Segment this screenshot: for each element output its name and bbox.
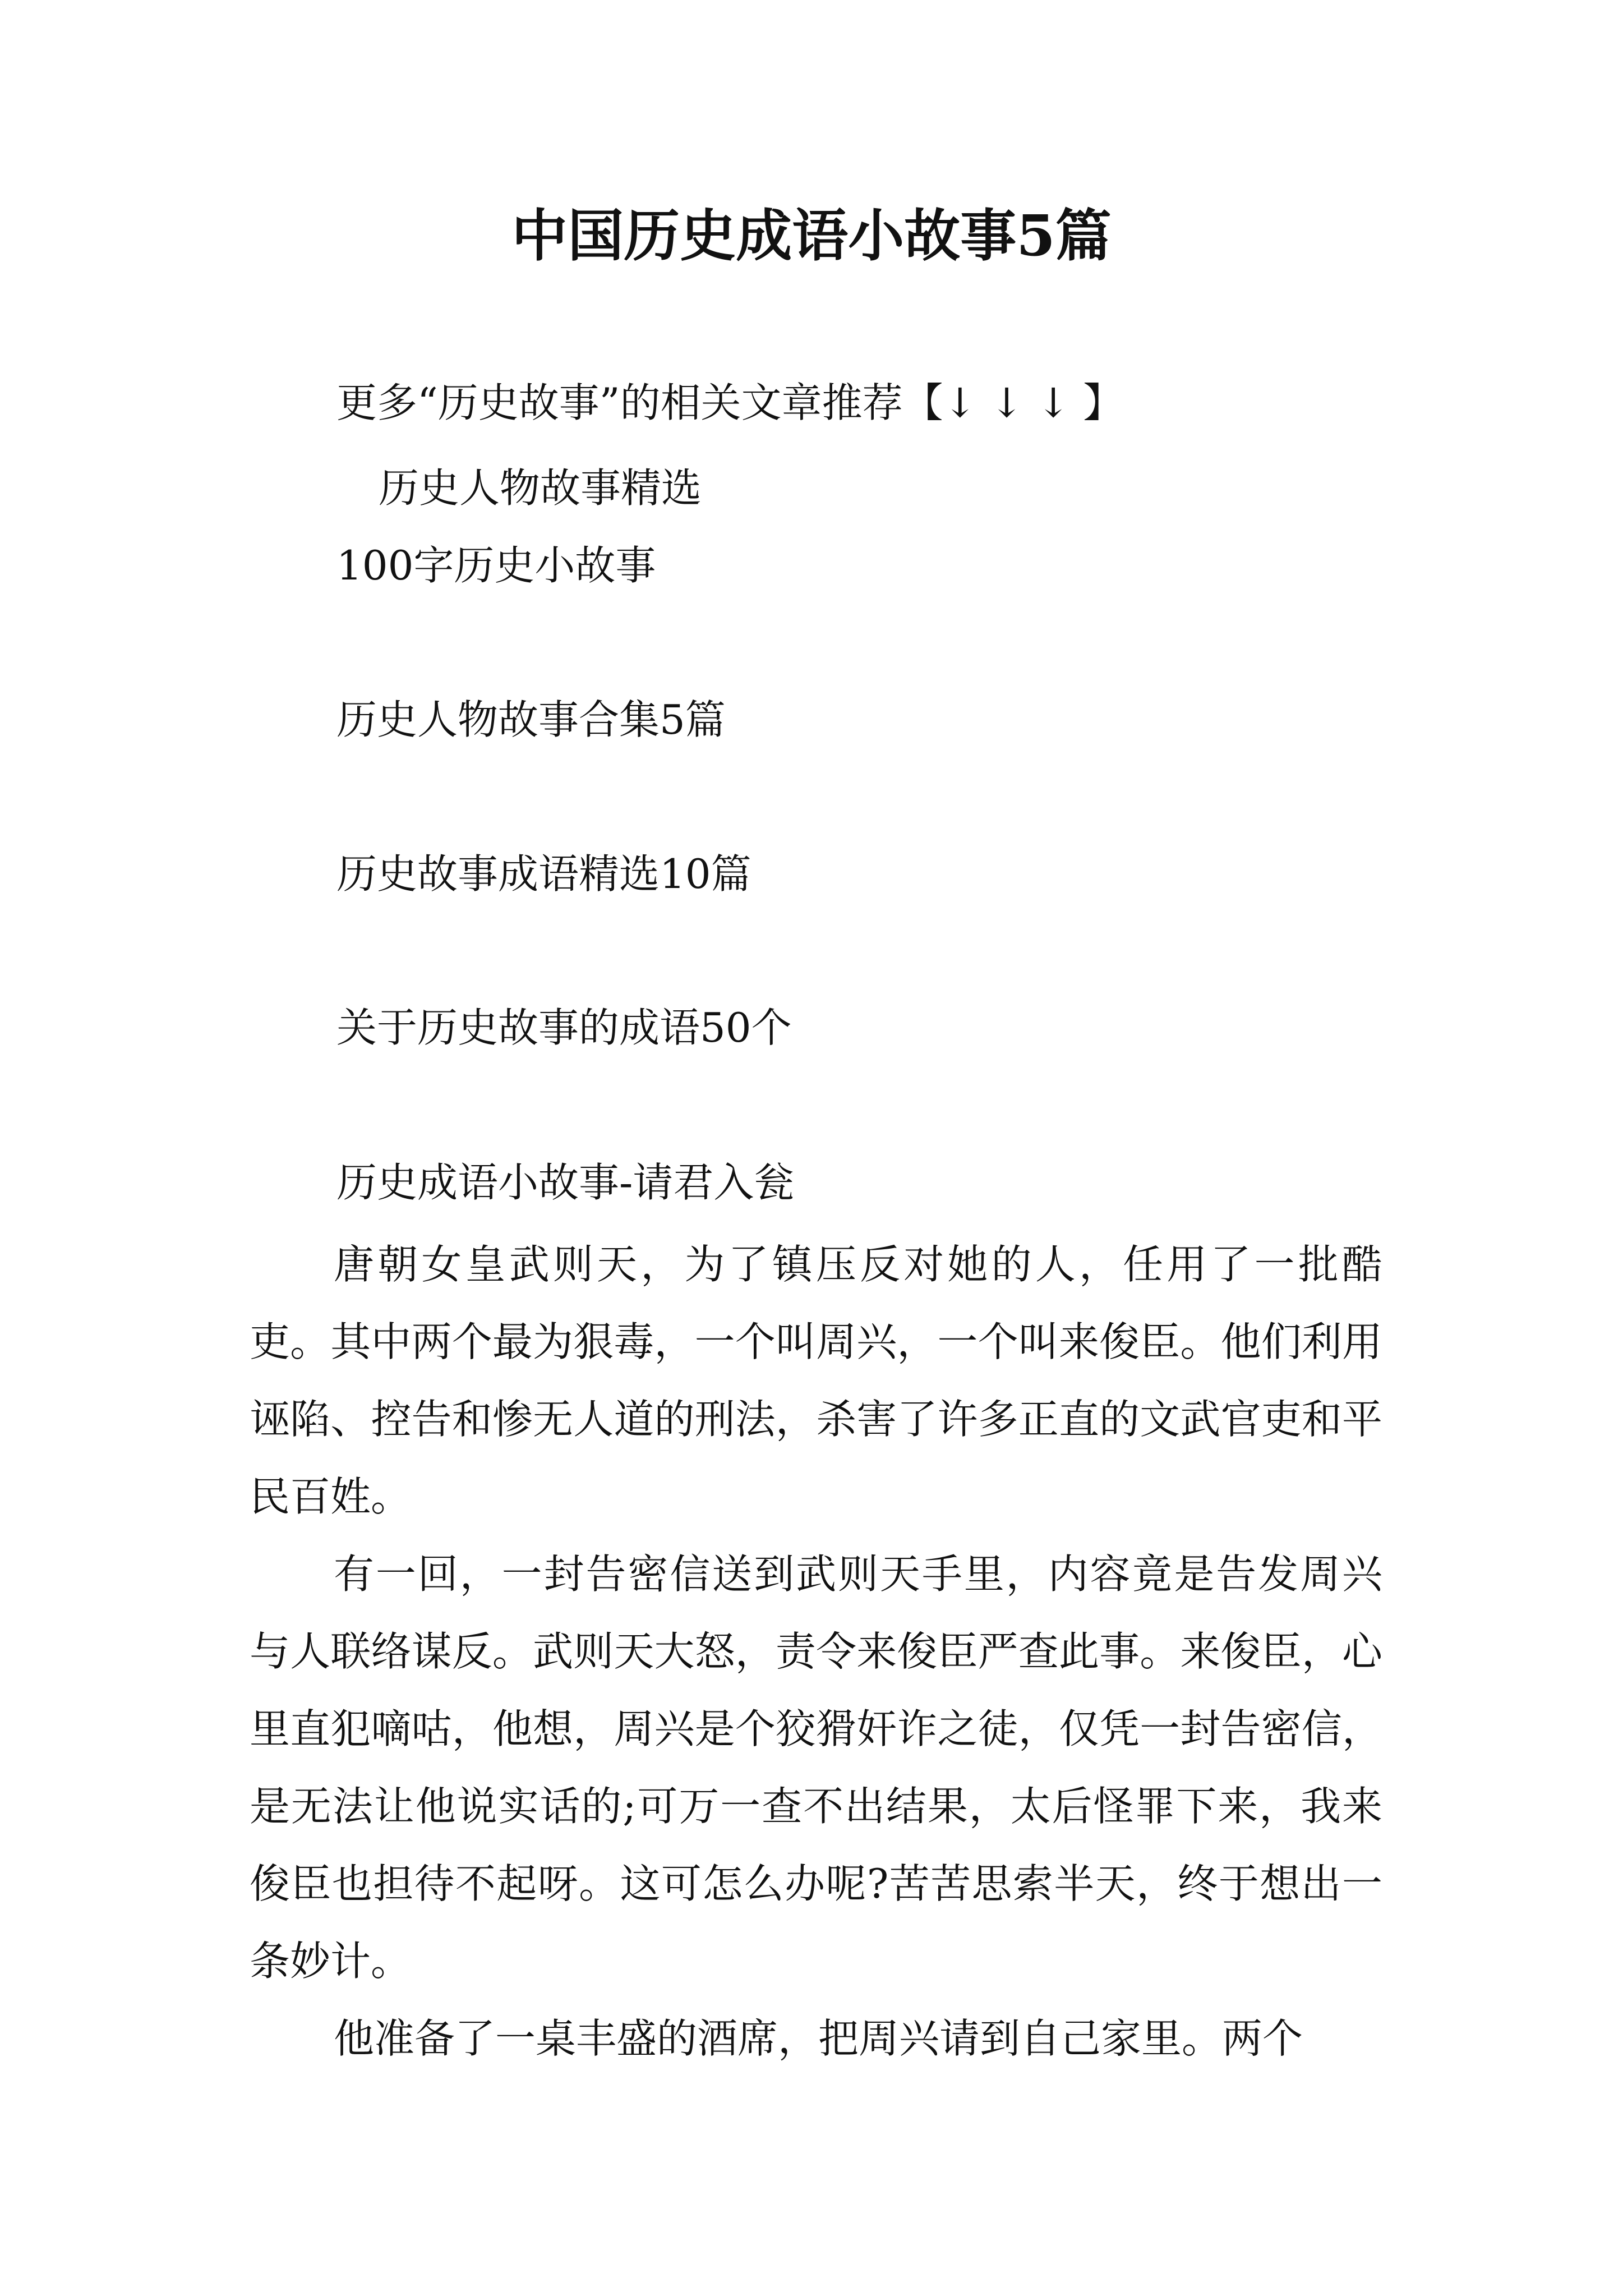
story-paragraph: 唐朝女皇武则天，为了镇压反对她的人，任用了一批酷吏。其中两个最为狠毒，一个叫周兴，一个叫来俊臣。他们利用诬陷、控告和惨无人道的刑法，杀害了许多正直的文武官吏和平民百姓。 <box>250 1241 1382 1520</box>
document-title: 中国历史成语小故事5篇 <box>511 203 1112 269</box>
recommend-link-1[interactable]: 历史人物故事精选 <box>379 464 702 512</box>
story-body <box>250 1226 1382 2077</box>
story-paragraph: 他准备了一桌丰盛的酒席，把周兴请到自己家里。两个 <box>334 2015 1303 2062</box>
recommend-link-4[interactable]: 历史故事成语精选10篇 <box>336 850 751 898</box>
recommend-link-5[interactable]: 关于历史故事的成语50个 <box>336 1004 792 1051</box>
story-title: 历史成语小故事-请君入瓮 <box>336 1159 795 1206</box>
story-paragraph: 有一回，一封告密信送到武则天手里，内容竟是告发周兴与人联络谋反。武则天大怒，责令来俊臣严查此事。来俊臣，心里直犯嘀咕，他想，周兴是个狡猾奸诈之徒，仅凭一封告密信，是无法让他说实话的;可万一查不出结果，太后怪罪下来，我来俊臣也担待不起呀。这可怎么办呢?苦苦思索半天，终于想出一条妙计。 <box>250 1550 1382 1985</box>
recommend-link-2[interactable]: 100字历史小故事 <box>336 542 656 589</box>
recommend-heading: 更多“历史故事”的相关文章推荐【↓ ↓ ↓ 】 <box>336 379 1124 426</box>
recommend-link-3[interactable]: 历史人物故事合集5篇 <box>336 696 726 743</box>
